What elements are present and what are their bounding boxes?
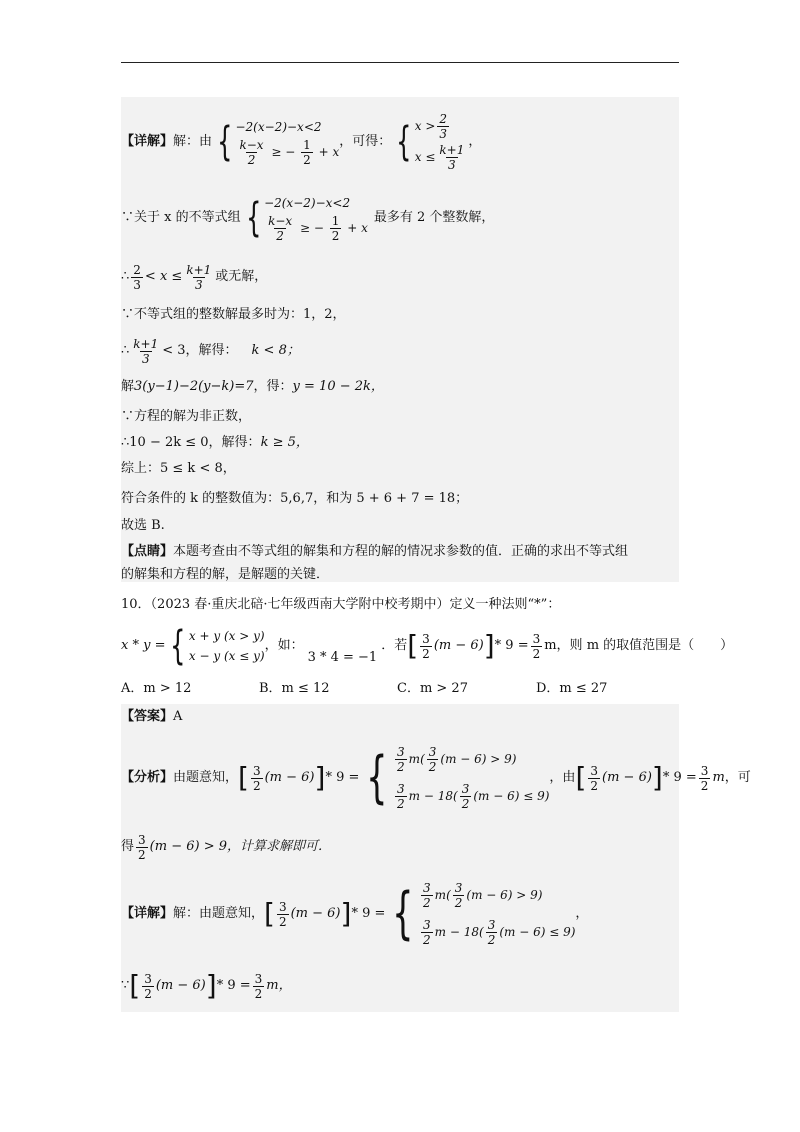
sys-row-1: −2(x−2)−x<2 bbox=[235, 119, 322, 134]
solution-system: { x > $\frac{2}{3}$ x ≤ $\frac{k+1}{3}$ bbox=[396, 112, 465, 172]
question-10-title: 10．（2023 春·重庆北碚·七年级西南大学附中校考期中）定义一种法则“*”： bbox=[121, 597, 561, 612]
detail-line-1: 【详解】 解：由题意知， [ $\frac{3}{2}$ (m − 6) ] * 9 = { $\frac{3}{2}$ m( $\frac{3}{2}$ (m − 6) > 9) $\frac{3}{2}$ m − 18( $\frac{3}{2}$ (m − 6) ≤ 9) ， bbox=[121, 881, 589, 947]
detail-label: 【详解】 bbox=[121, 134, 174, 149]
option-a: A．m > 12 bbox=[121, 681, 192, 696]
solution-line-8: ∴10 − 2k ≤ 0，解得：k ≥ 5， bbox=[121, 435, 309, 450]
solution-line-10: 符合条件的 k 的整数值为：5,6,7，和为 5 + 6 + 7 = 18； bbox=[121, 491, 469, 506]
comment-line-2: 的解集和方程的解，是解题的关键． bbox=[121, 567, 330, 582]
solution-line-1: 【详解】 解：由 { −2(x−2)−x<2 $\frac{k-x}{2}$ ≥ − $\frac{1}{2}$ + x ，可得： { x > $\frac{2}{3}$ x ≤ $\frac{k+1}{3}$ ， bbox=[121, 112, 482, 172]
text: 解：由 bbox=[173, 134, 213, 149]
sys-row-2: $\frac{k-x}{2}$ ≥ − $\frac{1}{2}$ + x bbox=[239, 137, 340, 167]
solution-line-5: ∴ $\frac{k+1}{3}$ < 3，解得： k < 8； bbox=[121, 336, 300, 366]
question-10-stem: x * y = { x + y (x > y) x − y (x ≤ y) ，如： 3 * 4 = −1 ．若 [ $\frac{3}{2}$ (m − 6) ] * 9 = $\frac{3}{2}$ m，则 m 的取值范围是（ ） bbox=[121, 623, 734, 669]
analysis-line-2: 得 $\frac{3}{2}$ (m − 6) > 9，计算求解即可． bbox=[121, 832, 331, 862]
answer-line: 【答案】A bbox=[121, 709, 183, 724]
comment-line-1: 【点睛】本题考查由不等式组的解集和方程的解的情况求参数的值．正确的求出不等式组 bbox=[121, 544, 629, 559]
brace: { bbox=[217, 119, 233, 165]
header-rule bbox=[121, 62, 679, 63]
solution-line-7: ∵方程的解为非正数， bbox=[121, 409, 252, 424]
solution-line-3: ∴ $\frac{2}{3}$ < x ≤ $\frac{k+1}{3}$ 或无解， bbox=[121, 262, 268, 292]
solution-line-4: ∵不等式组的整数解最多时为：1，2， bbox=[121, 307, 346, 322]
solution-line-6: 解3(y−1)−2(y−k)=7，得：y = 10 − 2k， bbox=[121, 379, 384, 394]
solution-line-2: ∵关于 x 的不等式组 { −2(x−2)−x<2 $\frac{k-x}{2}$ ≥ − $\frac{1}{2}$ + x 最多有 2 个整数解， bbox=[121, 195, 495, 243]
option-b: B．m ≤ 12 bbox=[259, 681, 330, 696]
inequality-system bbox=[212, 118, 339, 167]
text: ，可得： bbox=[339, 134, 392, 149]
option-d: D．m ≤ 27 bbox=[536, 681, 608, 696]
solution-line-9: 综上：5 ≤ k < 8， bbox=[121, 461, 236, 476]
inequality-system: { −2(x−2)−x<2 $\frac{k-x}{2}$ ≥ − $\frac{1}{2}$ + x bbox=[245, 195, 368, 243]
detail-line-2: ∵ [ $\frac{3}{2}$ (m − 6) ] * 9 = $\frac{3}{2}$ m， bbox=[121, 969, 292, 1002]
solution-line-11: 故选 B. bbox=[121, 518, 165, 533]
option-c: C．m > 27 bbox=[397, 681, 468, 696]
analysis-line-1: 【分析】 由题意知， [ $\frac{3}{2}$ (m − 6) ] * 9 = { $\frac{3}{2}$ m( $\frac{3}{2}$ (m − 6) > 9) $\frac{3}{2}$ m − 18( $\frac{3}{2}$ (m − 6) ≤ 9) ，由 [ $\frac{3}{2}$ (m − 6) ] * 9 = $\frac{3}{2}$ m ，可 bbox=[121, 745, 751, 811]
